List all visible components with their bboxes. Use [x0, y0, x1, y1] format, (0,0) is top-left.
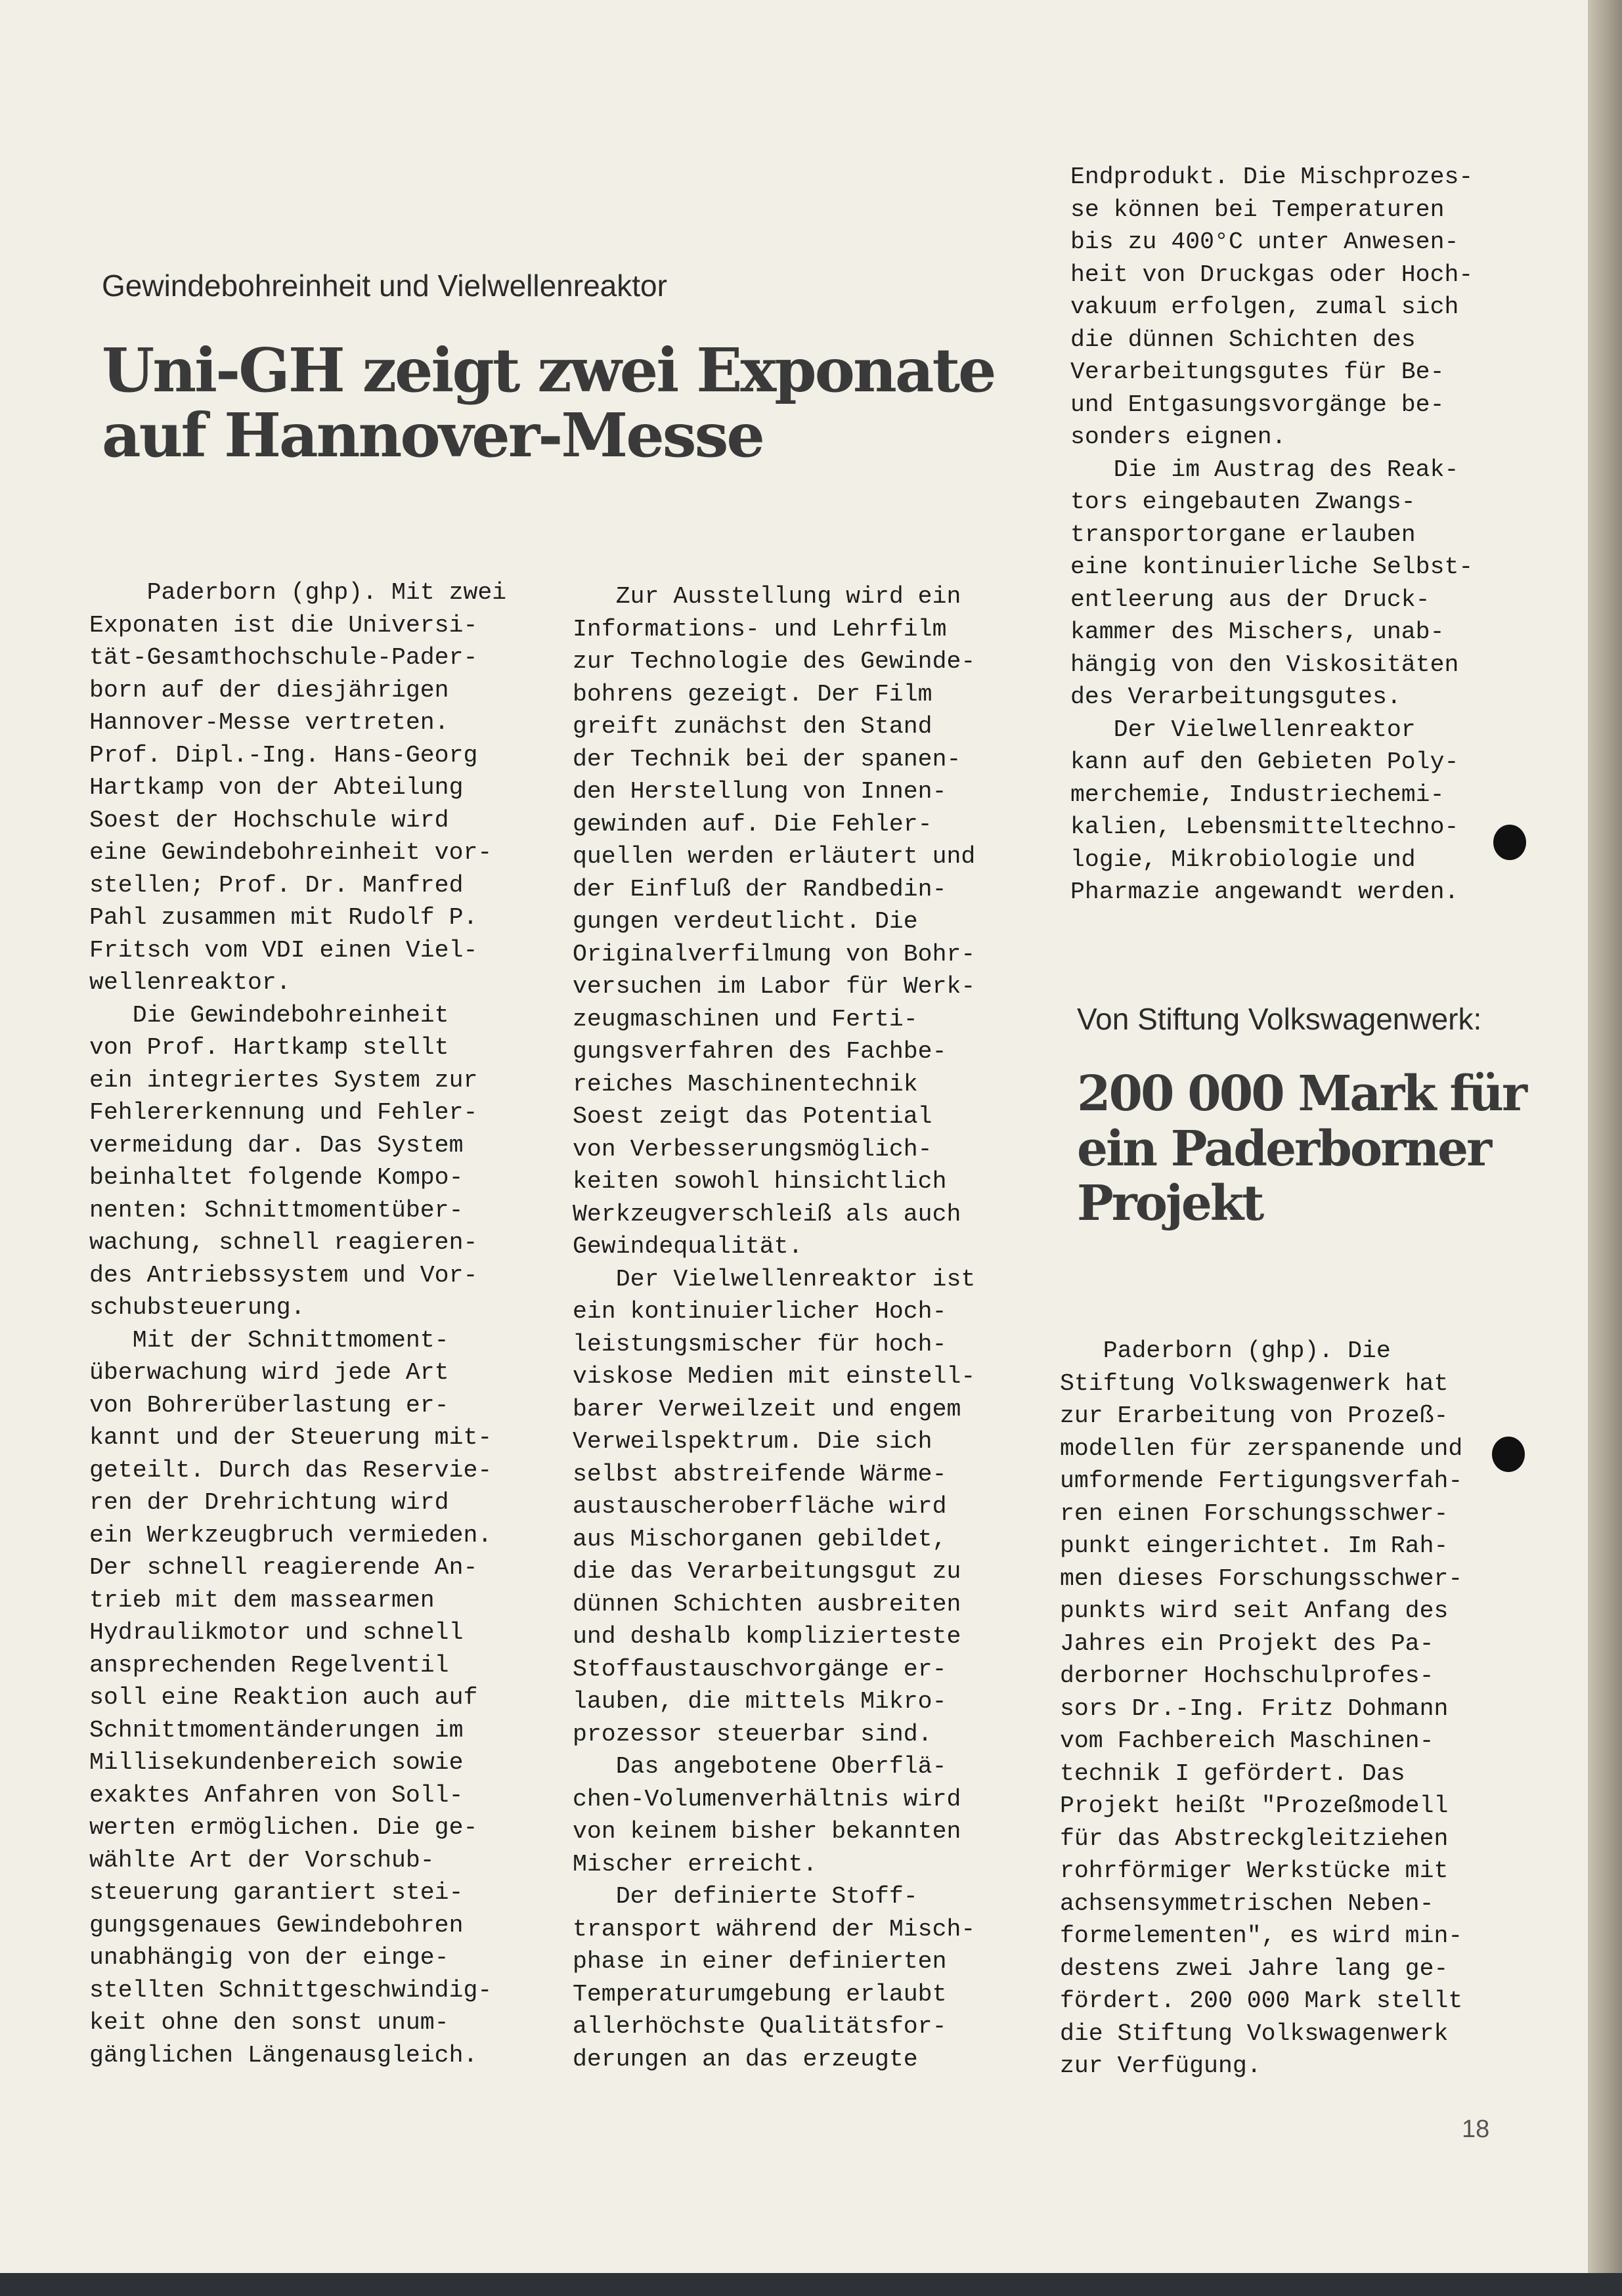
scan-bottom-edge [0, 2273, 1622, 2296]
punch-hole-upper [1493, 825, 1526, 860]
headline2-line-2: ein Paderborner [1077, 1120, 1491, 1177]
headline2-line-3: Projekt [1077, 1175, 1263, 1232]
article-column-1: Paderborn (ghp). Mit zwei Exponaten ist die Universi- tät-Gesamthochschule-Pader- born auf der diesjährigen Hannover-Messe vertreten. Prof. Dipl.-Ing. Hans-Georg Hartkamp von der Abteilung Soest der Hochschule wird eine Gewindebohreinheit vor- stellen; Prof. Dr. Manfred Pahl zusammen mit Rudolf P. Fritsch vom VDI einen Viel- wellenreaktor. Die Gewindebohreinheit von Prof. Hartkamp stellt ein integriertes System zur Fehlererkennung und Fehler- vermeidung dar. Das System beinhaltet folgende Kompo- nenten: Schnittmomentüber- wachung, schnell reagieren- des Antriebssystem und Vor- schubsteuerung. Mit der Schnittmoment- überwachung wird jede Art von Bohrerüberlastung er- kannt und der Steuerung mit- geteilt. Durch das Reservie- ren der Drehrichtung wird ein Werkzeugbruch vermieden. Der schnell reagierende An- trieb mit dem massearmen Hydraulikmotor und schnell ansprechenden Regelventil soll eine Reaktion auch auf Schnittmomentänderungen im Millisekundenbereich sowie exaktes Anfahren von Soll- werten ermöglichen. Die ge- wählte Art der Vorschub- steuerung garantiert stei- gungsgenaues Gewindebohren unabhängig von der einge- stellten Schnittgeschwindig- keit ohne den sonst unum- gänglichen Längenausgleich. [89, 579, 507, 2069]
article2-kicker: Von Stiftung Volkswagenwerk: [1077, 1002, 1482, 1036]
headline-line-2: auf Hannover-Messe [102, 400, 763, 471]
book-binding-edge [1588, 0, 1622, 2273]
page-number: 18 [1462, 2115, 1490, 2143]
headline-line-1: Uni-GH zeigt zwei Exponate [102, 335, 995, 406]
article2-headline [1077, 1067, 1525, 1232]
headline2-line-1: 200 000 Mark für [1077, 1066, 1525, 1122]
article-column-3: Endprodukt. Die Mischprozes- se können bei Temperaturen bis zu 400°C unter Anwesen- heit von Druckgas oder Hoch- vakuum erfolgen, zumal sich die dünnen Schichten des Verarbeitungsgutes für Be- und Entgasungsvorgänge be- sonders eignen. Die im Austrag des Reak- tors eingebauten Zwangs- transportorgane erlauben eine kontinuierliche Selbst- entleerung aus der Druck- kammer des Mischers, unab- hängig von den Viskositäten des Verarbeitungsgutes. Der Vielwellenreaktor kann auf den Gebieten Poly- merchemie, Industriechemi- kalien, Lebensmitteltechno- logie, Mikrobiologie und Pharmazie angewandt werden. [1070, 163, 1474, 905]
punch-hole-lower [1492, 1437, 1525, 1472]
article2-body: Paderborn (ghp). Die Stiftung Volkswagenwerk hat zur Erarbeitung von Prozeß- modellen für zerspanende und umformende Fertigungsverfah- ren einen Forschungsschwer- punkt eingerichtet. Im Rah- men dieses Forschungsschwer- punkts wird seit Anfang des Jahres ein Projekt des Pa- derborner Hochschulprofes- sors Dr.-Ing. Fritz Dohmann vom Fachbereich Maschinen- technik I gefördert. Das Projekt heißt "Prozeßmodell für das Abstreckgleitziehen rohrförmiger Werkstücke mit achsensymmetrischen Neben- formelementen", es wird min- destens zwei Jahre lang ge- fördert. 200 000 Mark stellt die Stiftung Volkswagenwerk zur Verfügung. [1060, 1337, 1463, 2079]
article-column-2: Zur Ausstellung wird ein Informations- und Lehrfilm zur Technologie des Gewinde- bohrens gezeigt. Der Film greift zunächst den Stand der Technik bei der spanen- den Herstellung von Innen- gewinden auf. Die Fehler- quellen werden erläutert und der Einfluß der Randbedin- gungen verdeutlicht. Die Originalverfilmung von Bohr- versuchen im Labor für Werk- zeugmaschinen und Ferti- gungsverfahren des Fachbe- reiches Maschinentechnik Soest zeigt das Potential von Verbesserungsmöglich- keiten sowohl hinsichtlich Werkzeugverschleiß als auch Gewindequalität. Der Vielwellenreaktor ist ein kontinuierlicher Hoch- leistungsmischer für hoch- viskose Medien mit einstell- barer Verweilzeit und engem Verweilspektrum. Die sich selbst abstreifende Wärme- austauscheroberfläche wird aus Mischorganen gebildet, die das Verarbeitungsgut zu dünnen Schichten ausbreiten und deshalb kompliziertestе Stoffaustauschvorgänge er- lauben, die mittels Mikro- prozessor steuerbar sind. Das angebotene Oberflä- chen-Volumenverhältnis wird von keinem bisher bekannten Mischer erreicht. Der definierte Stoff- transport während der Misch- phase in einer definierten Temperaturumgebung erlaubt allerhöchste Qualitätsfor- derungen an das erzeugte [573, 583, 976, 2073]
article-kicker: Gewindebohreinheit und Vielwellenreaktor [102, 269, 667, 303]
article-headline [102, 335, 995, 471]
